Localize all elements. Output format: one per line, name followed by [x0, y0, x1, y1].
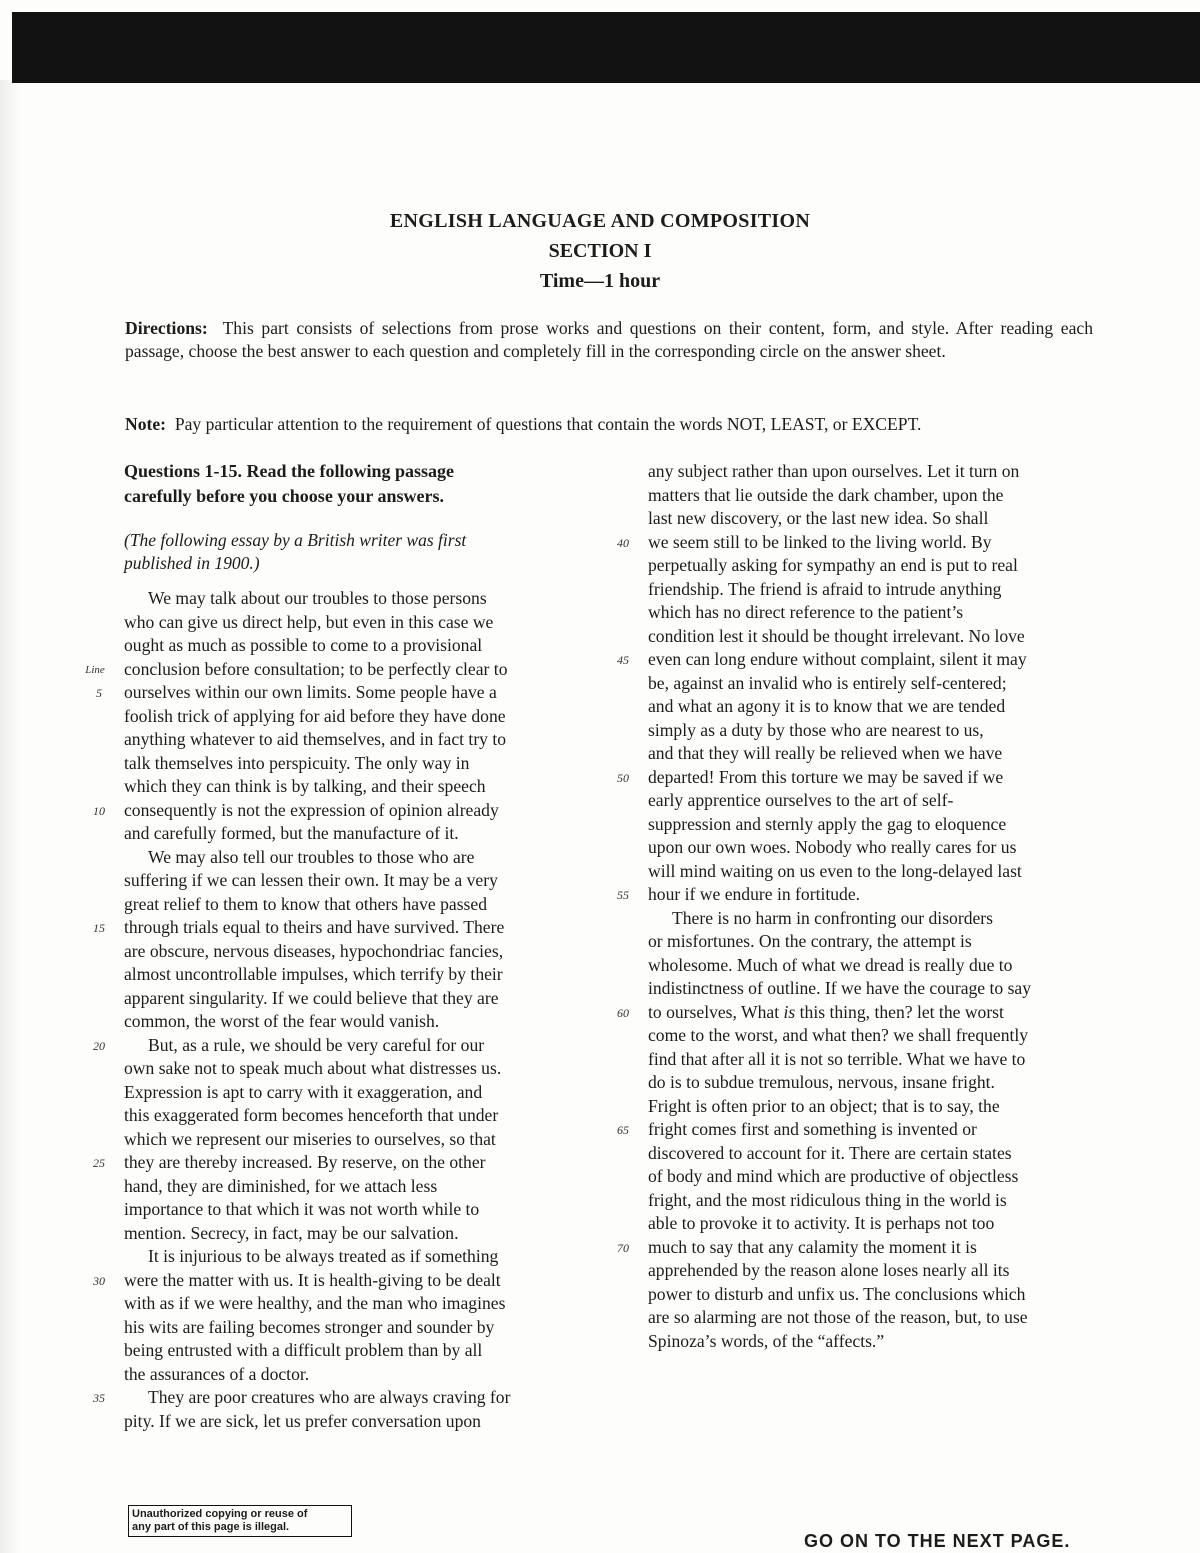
- passage-line: [648, 907, 1100, 931]
- passage-line-text: fright, and the most ridiculous thing in the world is: [648, 1189, 1007, 1210]
- passage-line-text: suffering if we can lessen their own. It may be a very: [124, 870, 498, 890]
- passage-line-text: are obscure, nervous diseases, hypochondriac fancies,: [124, 940, 504, 961]
- passage-line: [648, 1048, 1100, 1072]
- passage-line: [617, 883, 1100, 907]
- passage-line: [124, 1104, 576, 1128]
- passage-intro-line: published in 1900.): [124, 553, 260, 573]
- passage-line-text: mention. Secrecy, in fact, may be our salvation.: [124, 1222, 459, 1243]
- passage-line-text: condition lest it should be thought irrelevant. No love: [648, 625, 1025, 646]
- passage-line: [124, 634, 576, 658]
- passage-line-text: discovered to account for it. There are certain states: [648, 1142, 1012, 1163]
- passage-line-text: It is injurious to be always treated as if something: [148, 1246, 499, 1266]
- passage-line: [648, 930, 1100, 954]
- passage-line-text: apparent singularity. If we could believe that they are: [124, 987, 499, 1008]
- passage-line: [124, 822, 576, 846]
- passage-line: [648, 954, 1100, 978]
- passage-line: [124, 940, 576, 964]
- passage-line-text: do is to subdue tremulous, nervous, insane fright.: [648, 1072, 995, 1092]
- passage-line: [124, 1198, 576, 1222]
- passage-line-text: Spinoza’s words, of the “affects.”: [648, 1330, 885, 1351]
- passage-line-text: of body and mind which are productive of objectless: [648, 1166, 1019, 1186]
- passage-line-text: suppression and sternly apply the gag to eloquence: [648, 813, 1007, 834]
- line-number: 35: [93, 1391, 105, 1405]
- passage-intro-line: (The following essay by a British writer was first: [124, 530, 467, 550]
- passage-line-text: are so alarming are not those of the reason, but, to use: [648, 1307, 1028, 1327]
- passage-line-text: will mind waiting on us even to the long-delayed last: [648, 860, 1022, 881]
- passage-line-text: this exaggerated form becomes henceforth that under: [124, 1105, 499, 1125]
- passage-line: [124, 705, 576, 729]
- passage-line-text: through trials equal to theirs and have survived. There: [124, 917, 505, 937]
- passage-line: [648, 672, 1100, 696]
- line-number: 65: [617, 1123, 629, 1137]
- passage-line-text: they are thereby increased. By reserve, on the other: [124, 1152, 486, 1172]
- passage-line: [124, 1222, 576, 1246]
- line-number: 55: [617, 888, 629, 902]
- passage-line: [85, 658, 576, 682]
- passage-line-text: hand, they are diminished, for we attach less: [124, 1175, 438, 1196]
- page-header: [0, 206, 1200, 296]
- passage-line-text: talk themselves into perspicuity. The only way in: [124, 752, 470, 773]
- passage-line-text: come to the worst, and what then? we shall frequently: [648, 1025, 1029, 1045]
- passage-line-text: almost uncontrollable impulses, which terrify by their: [124, 964, 503, 984]
- passage-line: [617, 531, 1100, 555]
- passage-line: [124, 1292, 576, 1316]
- passage-line-text: or misfortunes. On the contrary, the attempt is: [648, 931, 972, 951]
- line-number: Line: [85, 663, 105, 676]
- passage-line: [124, 987, 576, 1011]
- passage-line: [93, 1034, 576, 1058]
- passage-line-text: were the matter with us. It is health-giving to be dealt: [124, 1269, 501, 1290]
- passage-line-text: anything whatever to aid themselves, and in fact try to: [124, 729, 507, 749]
- passage-line: [648, 1024, 1100, 1048]
- passage-line-text: There is no harm in confronting our disorders: [672, 907, 994, 928]
- passage-line-text: They are poor creatures who are always craving for: [148, 1387, 511, 1407]
- passage-line: [124, 775, 576, 799]
- passage-text-left: [85, 587, 576, 1433]
- passage-line: [124, 1410, 576, 1434]
- passage-line: [617, 766, 1100, 790]
- passage-line-text: which we represent our miseries to ourselves, so that: [124, 1128, 496, 1149]
- passage-line: [124, 1128, 576, 1152]
- line-number: 60: [617, 1005, 629, 1020]
- passage-line: [648, 742, 1100, 766]
- passage-line-text: upon our own woes. Nobody who really cares for us: [648, 837, 1017, 857]
- passage-text-right: [617, 460, 1100, 1353]
- passage-line: [617, 648, 1100, 672]
- note-text: Pay particular attention to the requirement of questions that contain the words NOT, LEAST, or EXCEPT.: [174, 414, 922, 434]
- passage-line-text: apprehended by the reason alone loses nearly all its: [648, 1260, 1010, 1280]
- passage-line: [648, 1071, 1100, 1095]
- directions-text: This part consists of selections from prose works and questions on their content, form, and style. After reading each passage, choose the best answer to each question and completely fill in the corresponding circle on the answer sheet.: [125, 318, 1094, 361]
- passage-line-text: great relief to them to know that others have passed: [124, 893, 487, 914]
- passage-line-text: even can long endure without complaint, silent it may: [648, 649, 1027, 669]
- passage-line-text: friendship. The friend is afraid to intrude anything: [648, 578, 1002, 599]
- passage-line: [617, 1236, 1100, 1260]
- passage-line: [648, 1330, 1100, 1354]
- passage-line: [648, 578, 1100, 602]
- passage-line: [648, 554, 1100, 578]
- scan-edge-shadow: [0, 80, 22, 1553]
- passage-line: [617, 1118, 1100, 1142]
- passage-line: [124, 869, 576, 893]
- passage-line-text: ourselves within our own limits. Some people have a: [124, 682, 497, 702]
- passage-line-text: ought as much as possible to come to a provisional: [124, 635, 483, 655]
- passage-line-text: who can give us direct help, but even in this case we: [124, 611, 494, 632]
- passage-line: [648, 507, 1100, 531]
- passage-line: [648, 1306, 1100, 1330]
- passage-line: [124, 1316, 576, 1340]
- passage-line-text: and what an agony it is to know that we are tended: [648, 696, 1006, 716]
- questions-heading: [124, 459, 576, 509]
- passage-line-text: any subject rather than upon ourselves. Let it turn on: [648, 461, 1020, 481]
- note-paragraph: [125, 413, 1093, 436]
- passage-line: [648, 836, 1100, 860]
- passage-line-text: own sake not to speak much about what distresses us.: [124, 1058, 502, 1078]
- passage-line-text: his wits are failing becomes stronger and sounder by: [124, 1316, 495, 1337]
- passage-line: [93, 1269, 576, 1293]
- passage-line: [93, 916, 576, 940]
- passage-line-text: to ourselves, What is this thing, then? let the worst: [648, 1001, 1004, 1022]
- passage-line: [93, 1386, 576, 1410]
- line-number: 45: [617, 653, 629, 667]
- directions-paragraph: [125, 317, 1093, 363]
- line-number: 15: [93, 921, 105, 935]
- passage-line-text: conclusion before consultation; to be perfectly clear to: [124, 658, 508, 679]
- go-on-next-page: GO ON TO THE NEXT PAGE.: [804, 1531, 1071, 1551]
- passage-line: [124, 1363, 576, 1387]
- passage-line: [617, 1001, 1100, 1025]
- passage-line: [648, 1259, 1100, 1283]
- passage-line: [124, 963, 576, 987]
- passage-line-text: much to say that any calamity the moment it is: [648, 1236, 977, 1257]
- passage-left-column: [85, 459, 576, 1433]
- passage-line-text: able to provoke it to activity. It is perhaps not too: [648, 1213, 995, 1233]
- passage-line: [124, 893, 576, 917]
- passage-line-text: indistinctness of outline. If we have the courage to say: [648, 978, 1032, 998]
- passage-right-column: [617, 460, 1100, 1353]
- section-label: SECTION I: [548, 240, 652, 262]
- passage-line-text: foolish trick of applying for aid before they have done: [124, 705, 506, 726]
- passage-line-text: importance to that which it was not worth while to: [124, 1199, 480, 1219]
- passage-line-text: we seem still to be linked to the living world. By: [648, 531, 992, 552]
- passage-line: [96, 681, 576, 705]
- passage-line-text: But, as a rule, we should be very careful for our: [148, 1034, 485, 1055]
- passage-line: [124, 1339, 576, 1363]
- passage-line: [124, 846, 576, 870]
- line-number: 40: [617, 535, 629, 550]
- passage-line-text: power to disturb and unfix us. The conclusions which: [648, 1283, 1026, 1304]
- passage-line-text: which they can think is by talking, and their speech: [124, 776, 486, 796]
- passage-intro: [124, 529, 576, 575]
- passage-line-text: common, the worst of the fear would vanish.: [124, 1011, 440, 1031]
- passage-line: [93, 1151, 576, 1175]
- passage-line-text: which has no direct reference to the patient’s: [648, 602, 964, 622]
- passage-line-text: pity. If we are sick, let us prefer conversation upon: [124, 1410, 481, 1431]
- passage-line-text: Fright is often prior to an object; that is to say, the: [648, 1095, 1000, 1116]
- time-limit: Time—1 hour: [539, 270, 661, 292]
- passage-line: [648, 695, 1100, 719]
- passage-line: [648, 484, 1100, 508]
- passage-line-text: perpetually asking for sympathy an end is put to real: [648, 555, 1018, 575]
- questions-heading-line: carefully before you choose your answers.: [124, 486, 444, 506]
- directions-label: Directions:: [125, 318, 208, 338]
- copyright-line: any part of this page is illegal.: [132, 1521, 290, 1533]
- passage-line: [648, 860, 1100, 884]
- passage-line: [648, 719, 1100, 743]
- passage-line-text: hour if we endure in fortitude.: [648, 884, 861, 904]
- line-number: 5: [96, 686, 102, 700]
- passage-line-text: and carefully formed, but the manufacture of it.: [124, 823, 459, 843]
- passage-line: [648, 1095, 1100, 1119]
- passage-line-text: Expression is apt to carry with it exaggeration, and: [124, 1081, 483, 1102]
- exam-title: ENGLISH LANGUAGE AND COMPOSITION: [389, 210, 811, 232]
- passage-line: [648, 813, 1100, 837]
- passage-line-text: simply as a duty by those who are nearest to us,: [648, 719, 984, 740]
- passage-line-text: We may also tell our troubles to those who are: [148, 846, 475, 867]
- line-number: 10: [93, 803, 105, 818]
- line-number: 70: [617, 1240, 629, 1255]
- passage-line-text: be, against an invalid who is entirely self-centered;: [648, 672, 1007, 693]
- passage-line: [124, 1175, 576, 1199]
- passage-line-text: consequently is not the expression of opinion already: [124, 799, 499, 820]
- passage-line: [648, 977, 1100, 1001]
- line-number: 30: [93, 1273, 105, 1288]
- passage-line: [93, 799, 576, 823]
- passage-line-text: last new discovery, or the last new idea. So shall: [648, 508, 989, 528]
- line-number: 50: [617, 770, 629, 785]
- passage-line: [124, 1057, 576, 1081]
- scan-top-bar: [12, 12, 1200, 83]
- passage-line: [124, 1081, 576, 1105]
- passage-line: [124, 1245, 576, 1269]
- passage-line-text: We may talk about our troubles to those persons: [148, 588, 487, 608]
- passage-line-text: find that after all it is not so terrible. What we have to: [648, 1048, 1026, 1069]
- passage-line: [648, 601, 1100, 625]
- passage-line-text: early apprentice ourselves to the art of self-: [648, 790, 954, 810]
- passage-line-text: being entrusted with a difficult problem than by all: [124, 1340, 483, 1360]
- passage-line: [124, 728, 576, 752]
- passage-line-text: the assurances of a doctor.: [124, 1363, 310, 1384]
- passage-line: [648, 1283, 1100, 1307]
- passage-line-text: wholesome. Much of what we dread is really due to: [648, 954, 1013, 975]
- passage-line-text: with as if we were healthy, and the man who imagines: [124, 1293, 506, 1313]
- passage-line: [124, 611, 576, 635]
- copyright-line: Unauthorized copying or reuse of: [132, 1508, 308, 1520]
- note-label: Note:: [125, 414, 167, 434]
- passage-line: [648, 625, 1100, 649]
- line-number: 25: [93, 1156, 105, 1170]
- passage-line: [648, 789, 1100, 813]
- passage-line: [124, 1010, 576, 1034]
- passage-line: [648, 460, 1100, 484]
- passage-line: [124, 587, 576, 611]
- passage-line-text: departed! From this torture we may be saved if we: [648, 766, 1004, 787]
- passage-line-text: matters that lie outside the dark chamber, upon the: [648, 484, 1004, 505]
- passage-line: [648, 1212, 1100, 1236]
- passage-line-text: fright comes first and something is invented or: [648, 1119, 977, 1139]
- passage-line: [124, 752, 576, 776]
- passage-line: [648, 1142, 1100, 1166]
- copyright-notice: [128, 1505, 352, 1537]
- passage-line-text: and that they will really be relieved when we have: [648, 743, 1003, 763]
- passage-line: [648, 1165, 1100, 1189]
- questions-heading-line: Questions 1-15. Read the following passage: [124, 461, 455, 481]
- line-number: 20: [93, 1038, 105, 1053]
- passage-line: [648, 1189, 1100, 1213]
